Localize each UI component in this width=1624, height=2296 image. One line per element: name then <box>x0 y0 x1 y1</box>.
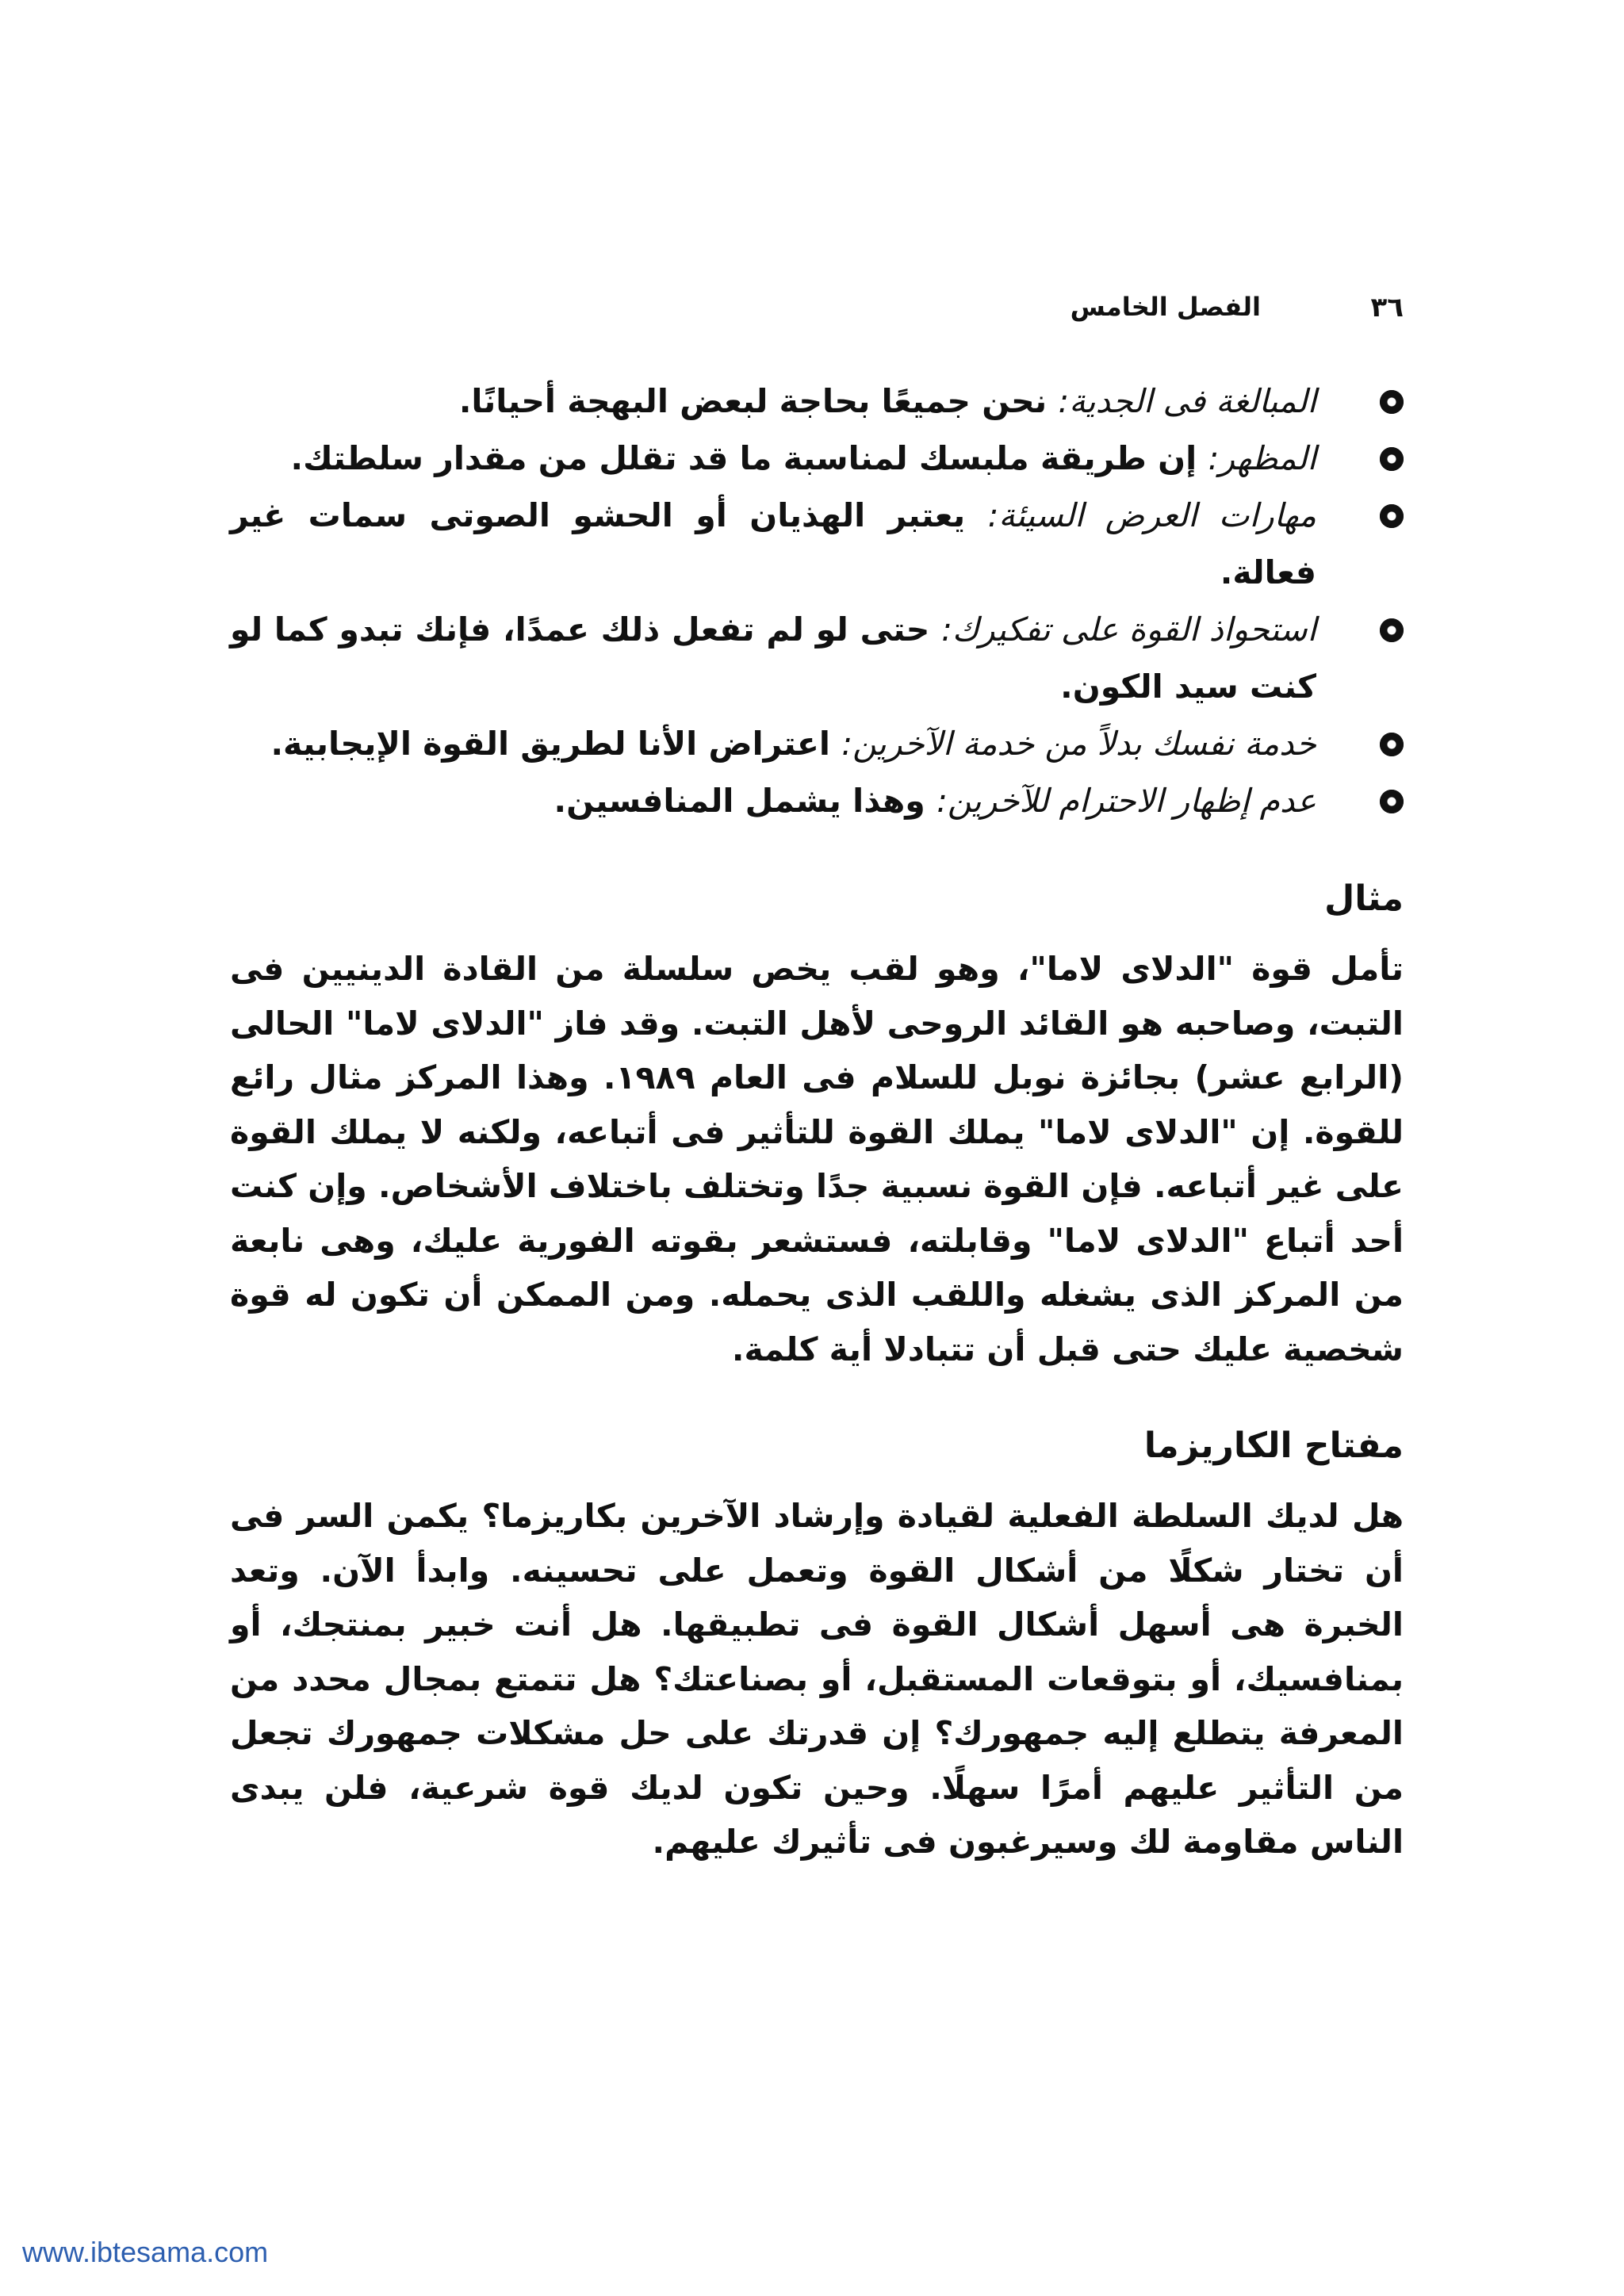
list-item <box>230 373 1404 430</box>
list-item <box>230 601 1404 715</box>
bullet-term: المظهر: <box>1208 439 1316 477</box>
list-item <box>230 430 1404 487</box>
bullet-text: يعتبر الهذيان أو الحشو الصوتى سمات غير فعالة. <box>230 496 1316 591</box>
bullet-text: حتى لو لم تفعل ذلك عمدًا، فإنك تبدو كما لو كنت سيد الكون. <box>230 610 1316 706</box>
bullet-text: اعتراض الأنا لطريق القوة الإيجابية. <box>270 725 842 763</box>
running-header <box>333 292 1404 339</box>
flower-bullet-icon <box>1380 390 1404 414</box>
bullet-text: نحن جميعًا بحاجة لبعض البهجة أحيانًا. <box>458 382 1059 420</box>
bullet-term: مهارات العرض السيئة: <box>987 496 1316 534</box>
list-item <box>230 715 1404 772</box>
chapter-title: الفصل الخامس <box>1070 292 1261 322</box>
charisma-paragraph: هل لديك السلطة الفعلية لقيادة وإرشاد الآخرين بكاريزما؟ يكمن السر فى أن تختار شكلًا من أشكال القوة وتعمل على تحسينه. وابدأ الآن. وتعد الخبرة هى أسهل أشكال القوة فى تطبيقها. هل أنت خبير بمنتجك، أو بمنافسيك، أو بتوقعات المستقبل، أو بصناعتك؟ هل تتمتع بمجال محدد من المعرفة يتطلع إليه جمهورك؟ إن قدرتك على حل مشكلات جمهورك تجعل من التأثير عليهم أمرًا سهلًا. وحين تكون لديك قوة شرعية، فلن يبدى الناس مقاومة لك وسيرغبون فى تأثيرك عليهم. <box>230 1497 1404 1861</box>
page-number: ٣٦ <box>1370 292 1404 323</box>
bullet-text: وهذا يشمل المنافسين. <box>553 782 937 820</box>
bullet-term: المبالغة فى الجدية: <box>1058 382 1316 420</box>
flower-bullet-icon <box>1380 733 1404 756</box>
bullet-term: خدمة نفسك بدلاً من خدمة الآخرين: <box>841 725 1316 763</box>
flower-bullet-icon <box>1380 790 1404 813</box>
site-watermark: www.ibtesama.com <box>22 2236 269 2268</box>
example-heading: مثال <box>1324 878 1404 919</box>
example-paragraph: تأمل قوة "الدلاى لاما"، وهو لقب يخص سلسلة من القادة الدينيين فى التبت، وصاحبه هو القائد الروحى لأهل التبت. وقد فاز "الدلاى لاما" الحالى (الرابع عشر) بجائزة نوبل للسلام فى العام ١٩٨٩. وهذا المركز مثال رائع للقوة. إن "الدلاى لاما" يملك القوة للتأثير فى أتباعه، ولكنه لا يملك القوة على غير أتباعه. فإن القوة نسبية جدًا وتختلف باختلاف الأشخاص. وإن كنت أحد أتباع "الدلاى لاما" وقابلته، فستشعر بقوته الفورية عليك، وهى نابعة من المركز الذى يشغله واللقب الذى يحمله. ومن الممكن أن تكون له قوة شخصية عليك حتى قبل أن تتبادلا أية كلمة. <box>229 950 1404 1368</box>
bullet-term: عدم إظهار الاحترام للآخرين: <box>936 782 1316 820</box>
list-item <box>230 772 1404 829</box>
bullet-list <box>230 373 1404 829</box>
list-item <box>230 487 1404 601</box>
flower-bullet-icon <box>1380 618 1404 642</box>
bullet-text: إن طريقة ملبسك لمناسبة ما قد تقلل من مقدار سلطتك. <box>290 439 1208 477</box>
page-content <box>230 373 1404 1869</box>
charisma-heading: مفتاح الكاريزما <box>1143 1425 1404 1466</box>
flower-bullet-icon <box>1380 504 1404 528</box>
flower-bullet-icon <box>1380 447 1404 471</box>
bullet-term: استحواذ القوة على تفكيرك: <box>941 610 1316 649</box>
